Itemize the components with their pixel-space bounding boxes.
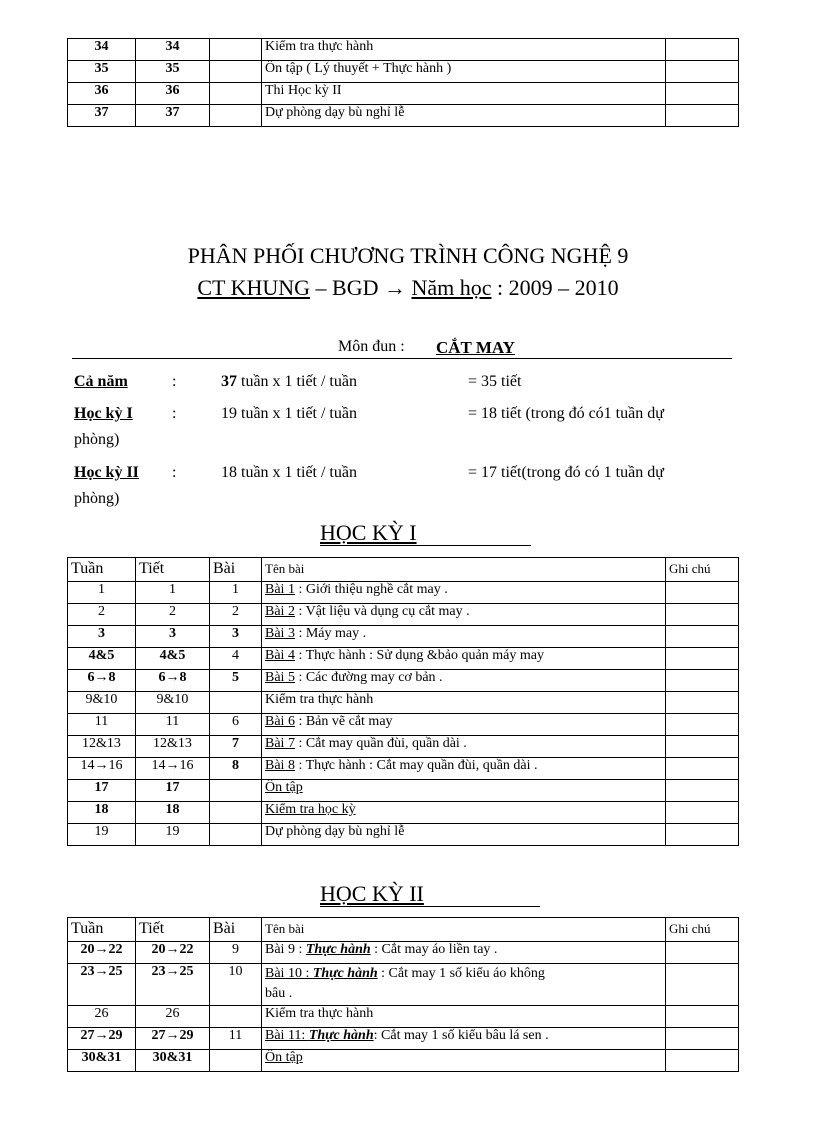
hk1-title: HỌC KỲ I <box>320 521 531 546</box>
week-cell: 30&31 <box>68 1050 136 1072</box>
table-row <box>68 1006 739 1028</box>
page-title <box>0 243 816 269</box>
name-cell: Bài 1 : Giới thiệu nghề cắt may . <box>262 582 666 604</box>
lesson-cell <box>210 802 262 824</box>
week-cell: 17 <box>68 780 136 802</box>
name-cell: Kiểm tra thực hành <box>262 39 666 61</box>
note-cell <box>666 692 739 714</box>
note-cell <box>666 670 739 692</box>
ct-khung-label: CT KHUNG <box>197 275 311 300</box>
week-cell: 19 <box>68 824 136 846</box>
note-cell <box>666 105 739 127</box>
schedule-continuation: phòng) <box>74 431 120 448</box>
lesson-cell: 11 <box>210 1028 262 1050</box>
note-cell <box>666 61 739 83</box>
nam-hoc-label: Năm học <box>411 275 492 300</box>
lesson-cell <box>210 61 262 83</box>
name-cell: Dự phòng dạy bù nghỉ lễ <box>262 824 666 846</box>
table-row <box>68 942 739 964</box>
table-row <box>68 626 739 648</box>
header-lesson: Bài <box>210 558 262 582</box>
table-header-row <box>68 558 739 582</box>
note-cell <box>666 648 739 670</box>
school-year: : 2009 – 2010 <box>491 275 619 300</box>
table-row <box>68 736 739 758</box>
note-cell <box>666 780 739 802</box>
lesson-cell: 9 <box>210 942 262 964</box>
period-cell: 35 <box>136 61 210 83</box>
table-row <box>68 824 739 846</box>
schedule-continuation: phòng) <box>74 490 120 507</box>
week-cell: 11 <box>68 714 136 736</box>
subject-label: Môn đun : <box>338 338 405 355</box>
subject-line <box>72 338 732 359</box>
note-cell <box>666 83 739 105</box>
table-row <box>68 39 739 61</box>
schedule-total: = 17 tiết(trong đó có 1 tuần dự <box>468 464 664 481</box>
period-cell: 30&31 <box>136 1050 210 1072</box>
period-cell: 23→25 <box>136 964 210 1006</box>
period-cell: 26 <box>136 1006 210 1028</box>
lesson-cell <box>210 824 262 846</box>
table-row <box>68 648 739 670</box>
name-cell: Ôn tập <box>262 1050 666 1072</box>
hk1-table <box>67 557 739 846</box>
lesson-cell: 8 <box>210 758 262 780</box>
schedule-colon: : <box>172 464 177 481</box>
period-cell: 19 <box>136 824 210 846</box>
name-cell: Ôn tập <box>262 780 666 802</box>
header-week: Tuần <box>68 918 136 942</box>
lesson-cell <box>210 83 262 105</box>
table-row <box>68 604 739 626</box>
period-cell: 14→16 <box>136 758 210 780</box>
week-cell: 37 <box>68 105 136 127</box>
lesson-cell: 5 <box>210 670 262 692</box>
note-cell <box>666 1050 739 1072</box>
week-cell: 3 <box>68 626 136 648</box>
period-cell: 20→22 <box>136 942 210 964</box>
week-cell: 9&10 <box>68 692 136 714</box>
week-cell: 6→8 <box>68 670 136 692</box>
lesson-cell: 2 <box>210 604 262 626</box>
page-subtitle <box>0 275 816 301</box>
hk2-table <box>67 917 739 1072</box>
note-cell <box>666 736 739 758</box>
note-cell <box>666 604 739 626</box>
schedule-colon: : <box>172 405 177 422</box>
period-cell: 37 <box>136 105 210 127</box>
schedule-weeks: 18 tuần x 1 tiết / tuần <box>221 464 357 481</box>
name-cell: Bài 4 : Thực hành : Sử dụng &bảo quản máy may <box>262 648 666 670</box>
note-cell <box>666 626 739 648</box>
header-name: Tên bài <box>262 558 666 582</box>
period-cell: 17 <box>136 780 210 802</box>
period-cell: 34 <box>136 39 210 61</box>
week-cell: 26 <box>68 1006 136 1028</box>
header-period: Tiết <box>136 918 210 942</box>
week-cell: 2 <box>68 604 136 626</box>
header-week: Tuần <box>68 558 136 582</box>
schedule-total: = 18 tiết (trong đó có1 tuần dự <box>468 405 664 422</box>
lesson-cell <box>210 692 262 714</box>
note-cell <box>666 714 739 736</box>
hk2-title: HỌC KỲ II <box>320 882 540 907</box>
week-cell: 27→29 <box>68 1028 136 1050</box>
name-cell: Bài 9 : Thực hành : Cắt may áo liền tay . <box>262 942 666 964</box>
week-cell: 12&13 <box>68 736 136 758</box>
lesson-cell <box>210 39 262 61</box>
subject-value: CẮT MAY <box>436 338 515 357</box>
top-table <box>67 38 739 127</box>
period-cell: 1 <box>136 582 210 604</box>
lesson-cell: 10 <box>210 964 262 1006</box>
period-cell: 18 <box>136 802 210 824</box>
table-row <box>68 61 739 83</box>
lesson-cell: 3 <box>210 626 262 648</box>
bgd-label: – BGD <box>310 275 384 300</box>
week-cell: 14→16 <box>68 758 136 780</box>
table-header-row <box>68 918 739 942</box>
name-cell: Ôn tập ( Lý thuyết + Thực hành ) <box>262 61 666 83</box>
table-row <box>68 780 739 802</box>
table-row <box>68 1028 739 1050</box>
schedule-total: = 35 tiết <box>468 373 522 390</box>
name-cell: Bài 11: Thực hành: Cắt may 1 số kiểu bâu lá sen . <box>262 1028 666 1050</box>
note-cell <box>666 824 739 846</box>
schedule-weeks: 37 tuần x 1 tiết / tuần <box>221 373 357 390</box>
header-note: Ghi chú <box>666 558 739 582</box>
lesson-cell <box>210 1006 262 1028</box>
arrow-icon: → <box>383 275 406 300</box>
period-cell: 3 <box>136 626 210 648</box>
lesson-cell <box>210 105 262 127</box>
table-row <box>68 83 739 105</box>
period-cell: 36 <box>136 83 210 105</box>
table-row <box>68 964 739 1006</box>
table-row <box>68 758 739 780</box>
week-cell: 18 <box>68 802 136 824</box>
schedule-label: Học kỳ II <box>74 464 139 481</box>
lesson-cell: 6 <box>210 714 262 736</box>
header-name: Tên bài <box>262 918 666 942</box>
name-cell: Kiểm tra học kỳ <box>262 802 666 824</box>
name-cell: Bài 7 : Cắt may quần đùi, quần dài . <box>262 736 666 758</box>
week-cell: 23→25 <box>68 964 136 1006</box>
week-cell: 34 <box>68 39 136 61</box>
title-line-1: PHÂN PHỐI CHƯƠNG TRÌNH CÔNG NGHỆ 9 <box>187 243 629 268</box>
period-cell: 27→29 <box>136 1028 210 1050</box>
note-cell <box>666 1006 739 1028</box>
schedule-label: Học kỳ I <box>74 405 133 422</box>
name-cell: Bài 10 : Thực hành : Cắt may 1 số kiểu áo không bâu . <box>262 964 666 1006</box>
week-cell: 20→22 <box>68 942 136 964</box>
name-cell: Kiểm tra thực hành <box>262 1006 666 1028</box>
period-cell: 2 <box>136 604 210 626</box>
week-cell: 35 <box>68 61 136 83</box>
lesson-cell: 4 <box>210 648 262 670</box>
table-row <box>68 802 739 824</box>
lesson-cell <box>210 780 262 802</box>
name-cell: Bài 3 : Máy may . <box>262 626 666 648</box>
period-cell: 11 <box>136 714 210 736</box>
name-cell: Bài 6 : Bản vẽ cắt may <box>262 714 666 736</box>
note-cell <box>666 1028 739 1050</box>
table-row <box>68 692 739 714</box>
week-cell: 4&5 <box>68 648 136 670</box>
schedule-colon: : <box>172 373 177 390</box>
week-cell: 36 <box>68 83 136 105</box>
name-cell: Bài 2 : Vật liệu và dụng cụ cắt may . <box>262 604 666 626</box>
lesson-cell <box>210 1050 262 1072</box>
schedule-weeks: 19 tuần x 1 tiết / tuần <box>221 405 357 422</box>
lesson-cell: 7 <box>210 736 262 758</box>
name-cell: Bài 8 : Thực hành : Cắt may quần đùi, quần dài . <box>262 758 666 780</box>
period-cell: 9&10 <box>136 692 210 714</box>
note-cell <box>666 39 739 61</box>
note-cell <box>666 582 739 604</box>
schedule-label: Cả năm <box>74 373 128 390</box>
period-cell: 6→8 <box>136 670 210 692</box>
name-cell: Dự phòng dạy bù nghỉ lễ <box>262 105 666 127</box>
note-cell <box>666 964 739 1006</box>
period-cell: 4&5 <box>136 648 210 670</box>
note-cell <box>666 802 739 824</box>
name-cell: Kiểm tra thực hành <box>262 692 666 714</box>
table-row <box>68 582 739 604</box>
note-cell <box>666 942 739 964</box>
period-cell: 12&13 <box>136 736 210 758</box>
table-row <box>68 670 739 692</box>
note-cell <box>666 758 739 780</box>
name-cell: Bài 5 : Các đường may cơ bản . <box>262 670 666 692</box>
header-note: Ghi chú <box>666 918 739 942</box>
header-period: Tiết <box>136 558 210 582</box>
table-row <box>68 1050 739 1072</box>
header-lesson: Bài <box>210 918 262 942</box>
lesson-cell: 1 <box>210 582 262 604</box>
table-row <box>68 105 739 127</box>
table-row <box>68 714 739 736</box>
name-cell: Thi Học kỳ II <box>262 83 666 105</box>
week-cell: 1 <box>68 582 136 604</box>
